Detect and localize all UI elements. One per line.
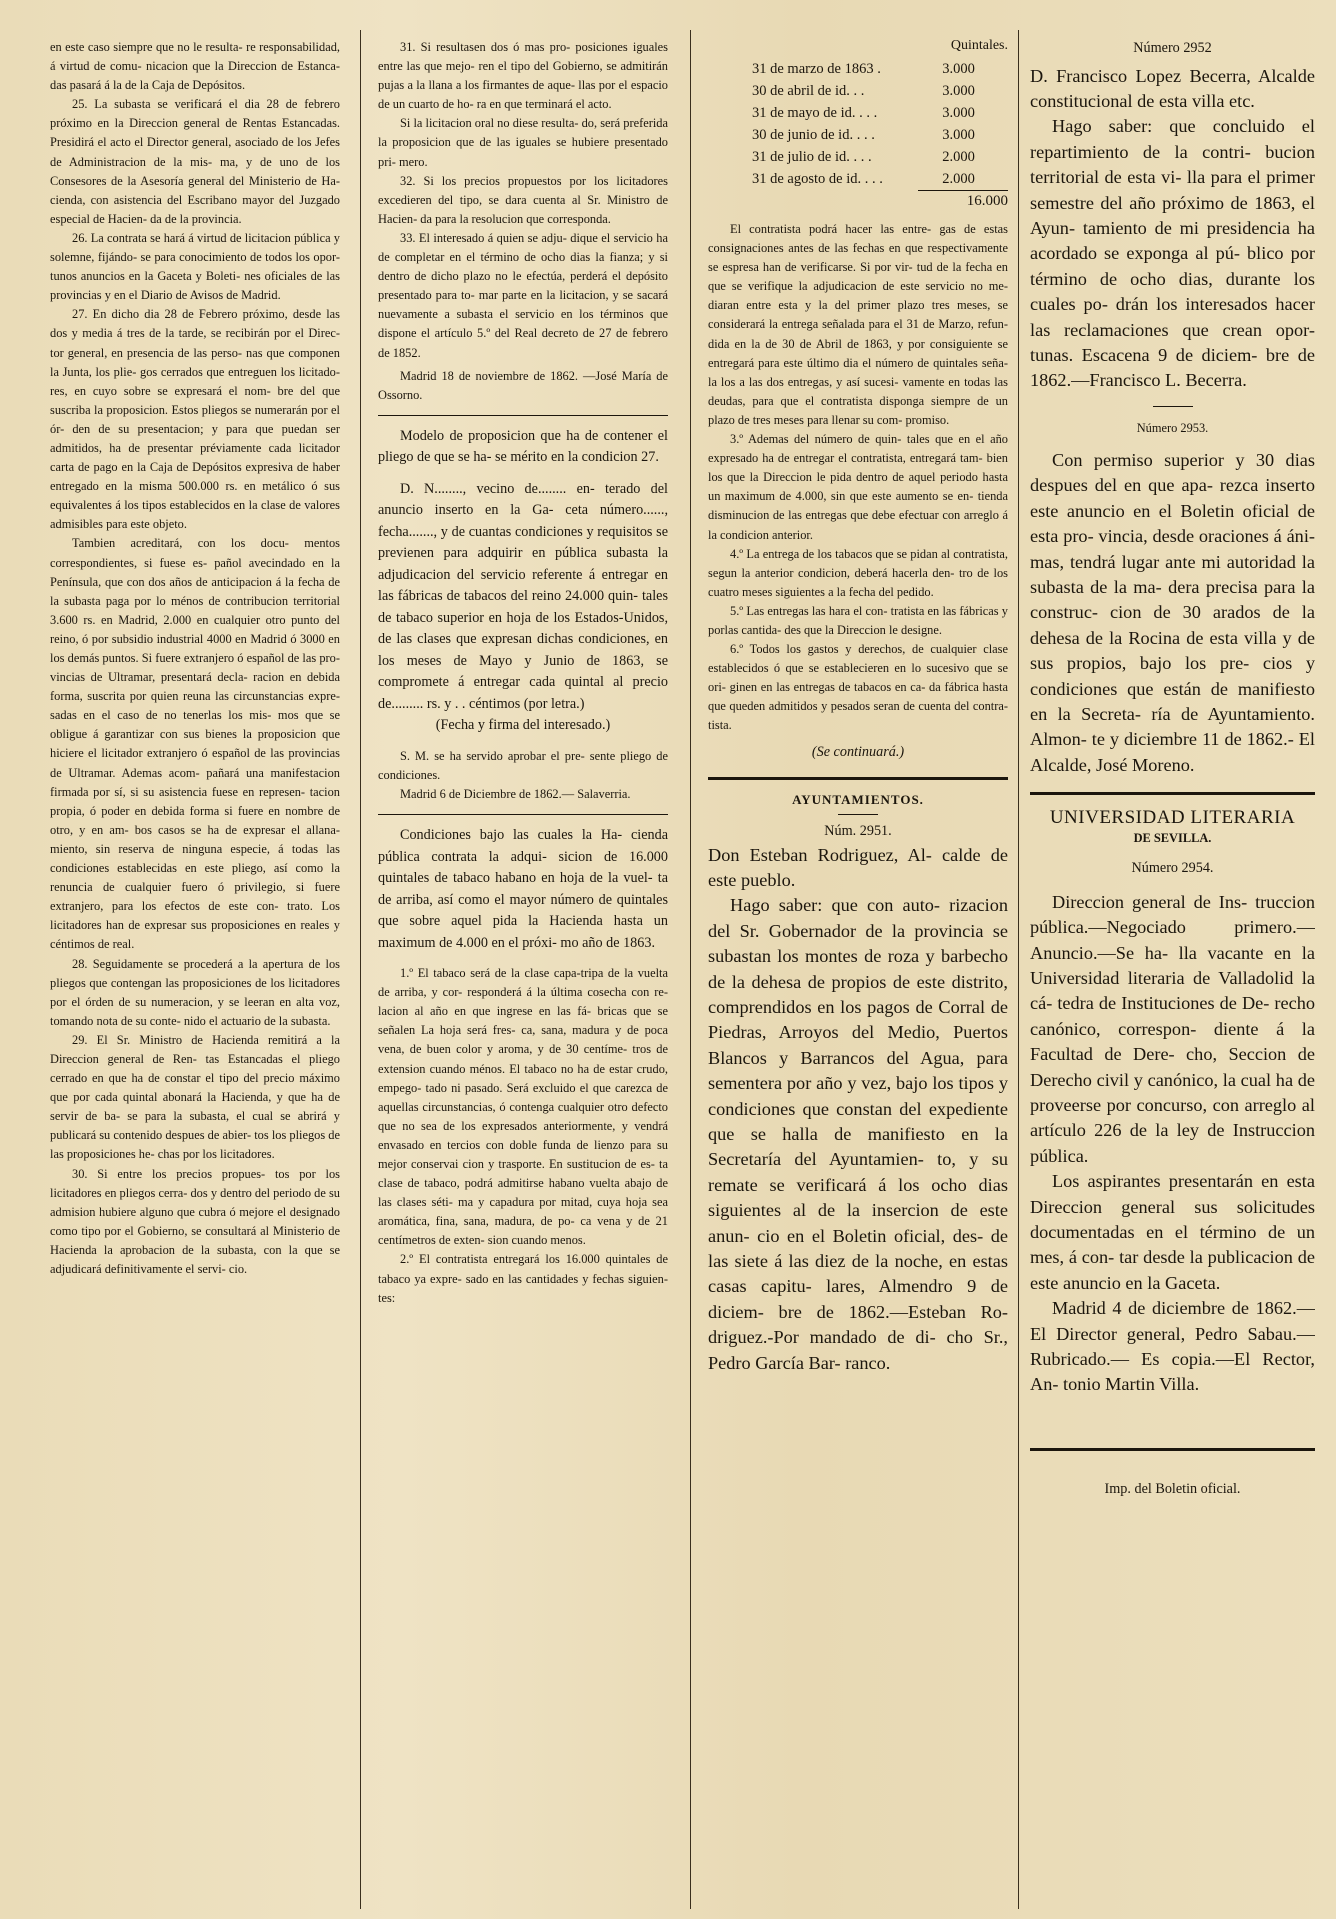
article-30: 30. Si entre los precios propues- tos por los licitadores en pliegos cerra- dos y dentro del periodo de su admision hubiere alguno que cubra ó mejore el designado como tipo por el Gobierno, se consultará al Ministerio de Hacienda la aprobacion de la subasta, con la que se adjudicará definitivamente el servi- cio. [50,1166,340,1276]
article-26: 26. La contrata se hará á virtud de licitacion pública y solemne, fijándo- se para conocimiento de todos los opor- tunos anuncios en la Gaceta y Boleti- nes oficiales de las provincias y en el Diario de Avisos de Madrid. [50,230,340,303]
notice-body: Direccion general de Ins- truccion pública.—Negociado primero.—Anuncio.—Se ha- lla vacante en la Universidad literaria de Valladolid la cá- tedra de Instituciones de De- recho canónico, correspon- diente á la Facultad de Dere- cho, Seccion de Derecho civil y canónico, la cual ha de proveerse por concurso, con arreglo al artículo 226 de la ley de Instruccion pública. [1030,891,1315,1166]
table-row [746,124,981,146]
condition-2: 2.º El contratista entregará los 16.000 quintales de tabaco ya expre- sado en las cantidades y fechas siguien- tes: [378,1252,668,1305]
delivery-date: 31 de julio de id. . . . [752,149,872,165]
notice-number: Número 2954. [1131,860,1214,877]
short-rule [838,814,878,815]
delivery-date: 31 de agosto de id. . . . [752,171,883,187]
notice-number: Número 2952 [1133,40,1212,56]
paragraph: en este caso siempre que no le resulta- re responsabilidad, á virtud de comu- nicacion que la Direccion de Estanca- das pasará á la de la Caja de Depósitos. [50,40,340,93]
table-row [746,102,981,124]
conditions-intro: Condiciones bajo las cuales la Ha- cienda pública contrata la adqui- sicion de 16.000 quintales de tabaco habano en hoja de la vuel- ta de arriba, así como el mayor número de quintales que sobre aquel pida la Hacienda hasta un maximum de 4.000 en el próxi- mo año de 1863. [378,827,668,951]
section-subheading: DE SEVILLA. [1133,831,1212,846]
paragraph: Tambien acreditará, con los docu- mentos correspondientes, si fuese es- pañol avecindado en la Península, que con dos años de anticipacion á la fecha de la subasta paga por lo ménos de contribucion territorial 3.600 rs. en Madrid, 2.000 en cualquier otro punto del reino, ó por subsidio industrial 4000 en Madrid ó 3000 en los demás puntos. Si fuere extranjero ó español de las pro- vincias de Ultramar, presentará decla- racion en debida forma, suscrita por quien reuna las circunstancias expre- sadas en el caso de no tenerlas los mis- mos que se obligue á garantizar con sus bienes la proposicion que hiciere el licitador extranjero ó español de las provincias de Ultramar. Ademas acom- pañará una manifestacion firmada por sí, si su asistencia fuese en represen- tacion propia, ó poder en debida forma si fuere en nombre de otro, y en am- bos casos se ha de expresar el allana- miento, sin reserva de ninguna especie, á todas las condiciones establecidas en este pliego, así como la renuncia de cualquier fuero ó privilegio, si fuere extranjero, para los efectos de este con- trato. Los licitadores han de expresar sus proposiciones en reales y céntimos de real. [50,536,340,952]
delivery-amount: 3.000 [942,105,975,121]
section-rule [708,777,1008,780]
article-28: 28. Seguidamente se procederá a la apertura de los pliegos que contengan las proposiciones de los licitadores por el órden de su numeracion, y se leeran en alta voz, tomando nota de su conte- nido el actuario de la subasta. [50,956,340,1028]
section-heading: AYUNTAMIENTOS. [792,792,924,808]
paragraph: Si la licitacion oral no diese resulta- do, será preferida la proposicion que de las iguales se hubiere presentado pri- mero. [378,116,668,169]
continued-note: (Se continuará.) [811,743,905,760]
quintales-label: Quintales. [950,38,1008,53]
condition-6: 6.º Todos los gastos y derechos, de cualquier clase establecidos ó que se establecieren en lo sucesivo que se ori- ginen en las entregas de tabacos en ca- da fábrica hasta que queden admitidos y pesados seran de cuenta del contra- tista. [708,642,1008,733]
model-title: Modelo de proposicion que ha de contener el pliego de que se ha- se mérito en la condicion 27. [378,427,668,466]
section-rule [1030,1448,1315,1451]
delivery-amount: 3.000 [942,127,975,143]
section-rule [1030,792,1315,795]
condition-3: 3.º Ademas del número de quin- tales que en el año expresado ha de entregar el contratista, entregará tam- bien los que la Direccion le pida dentro de aquel periodo hasta un maximum de 4.000, sin que este aumento se en- tienda disminucion de las entregas que debe efectuar con arreglo á la condicion anterior. [708,432,1008,542]
delivery-amount: 3.000 [942,83,975,99]
notice-heading: D. Francisco Lopez Becerra, Alcalde constitucional de esta villa etc. [1030,65,1315,111]
condition-4: 4.º La entrega de los tabacos que se pidan al contratista, segun la anterior condicion, deberá hacerla den- tro de los cuatro meses siguientes a la fecha del pedido. [708,546,1008,599]
section-heading: UNIVERSIDAD LITERARIA [1049,807,1296,829]
approval-signature: Madrid 6 de Diciembre de 1862.— Salaverria. [400,786,631,801]
notice-body: Con permiso superior y 30 dias despues del en que apa- rezca inserto este anuncio en el Boletin oficial de esta pro- vincia, desde oraciones á áni- mas, tendrá lugar ante mi autoridad la subasta de la ma- dera precisa para la construc- cion de 30 arados de la dehesa de la Rocina de esta villa y de sus propios, bajo los pre- cios y condiciones que están de manifiesto en la Secreta- ría de Ayuntamiento. Almon- te y diciembre 11 de 1862.- El Alcalde, José Moreno. [1030,449,1315,775]
delivery-date: 31 de marzo de 1863 . [752,61,881,77]
column-1 [50,38,340,1907]
notice-body: Hago saber: que con auto- rizacion del Sr. Gobernador de la provincia se subastan los montes de roza y barbecho de la dehesa de propios de este distrito, comprendidos en los pagos de Corral de Piedras, Arroyos del Medio, Puertos Blancos y Barrancos del Agua, para sementera por año y vez, bajo los tipos y condiciones que constan del expediente que se halla de manifiesto en la Secretaría del Ayuntamien- to, y su remate se verificará á los ocho dias siguientes al de la insercion de este anun- cio en el Boletin oficial, des- de las siete á las diez de la noche, en estas casas capitu- lares, Almendro 9 de diciem- bre de 1862.—Esteban Ro- driguez.-Por mandado de di- cho Sr., Pedro García Bar- ranco. [708,895,1008,1373]
model-signature: (Fecha y firma del interesado.) [435,717,611,734]
notice-signature: Madrid 4 de diciembre de 1862.—El Director general, Pedro Sabau.—Rubricado.— Es copia.—El Rector, An- tonio Martin Villa. [1030,1298,1315,1395]
notice-heading: Don Esteban Rodriguez, Al- calde de este pueblo. [708,844,1008,890]
delivery-table [746,58,981,190]
column-2 [378,38,668,1907]
notice-body: Hago saber: que concluido el repartimiento de la contri- bucion territorial de esta vi- lla para el primer semestre del año próximo de 1863, el Ayun- tamiento de mi presidencia ha acordado se exponga al pú- blico por término de ocho dias, durante los cuales po- drán los interesados hacer las reclamaciones que crean opor- tunas. Escacena 9 de diciem- bre de 1862.—Francisco L. Becerra. [1030,116,1315,391]
article-29: 29. El Sr. Ministro de Hacienda remitirá a la Direccion general de Ren- tas Estancadas el pliego cerrado en que ha de constar el tipo del precio máximo que por cada quintal abonará la Hacienda, y que ha de servir de ba- se para la subasta, el cual se abrirá y publicará su contenido despues de abier- tos los pliegos de las proposiciones he- chas por los licitadores. [50,1032,340,1162]
column-3 [708,38,1008,1907]
article-33: 33. El interesado á quien se adju- dique el servicio ha de completar en el término de ocho dias la fianza; y si dentro de dicho plazo no le efectúa, perderá el depósito presentado para to- mar parte en la licitacion, y se sacará nuevamente a subasta el servicio en los términos que dispone el artículo 5.º del Real decreto de 27 de febrero de 1852. [378,230,668,360]
delivery-amount: 2.000 [942,149,975,165]
notice-body: Los aspirantes presentarán en esta Direccion general sus solicitudes documentadas en el término de un mes, á con- tar desde la publicacion de este anuncio en la Gaceta. [1030,1171,1315,1293]
delivery-amount: 3.000 [942,61,975,77]
column-divider [1018,30,1019,1909]
table-row [746,146,981,168]
table-row [746,168,981,190]
article-25: 25. La subasta se verificará el dia 28 de febrero próximo en la Direccion general de Rentas Estancadas. Presidirá el acto el Director general, asociado de los Jefes de Administracion de la mis- ma, y de uno de los Consesores de la Asesoría general del Ministerio de Ha- cienda, con asistencia del Escribano mayor del Juzgado especial de Hacien- da de la provincia. [50,97,340,226]
delivery-date: 30 de junio de id. . . . [752,127,875,143]
model-body: D. N........, vecino de........ en- terado del anuncio inserto en la Ga- ceta número......, fecha......., y de cuantas condiciones y requisitos se previenen para adquirir en pública subasta la adjudicacion del servicio referente á entregar en las fábricas de tabacos del reino 24.000 quin- tales de tabaco superior en hoja de los Estados-Unidos, de las clases que expresan dichas condiciones, en los meses de Mayo y Junio de 1863, se compromete á entregar cada quintal al precio de......... rs. y . . céntimos (por letra.) [378,480,668,712]
delivery-amount: 2.000 [942,171,975,187]
table-row [746,58,981,80]
column-4 [1030,38,1315,1907]
column-divider [690,30,691,1909]
article-31: 31. Si resultasen dos ó mas pro- posiciones iguales entre las que mejo- ren el tipo del Gobierno, se admitirán pujas a la llana a los firmantes de aque- llas por el espacio de un cuarto de ho- ra en que terminará el acto. [378,40,668,112]
divider [378,415,668,416]
delivery-date: 31 de mayo de id. . . . [752,105,878,121]
approval-note: S. M. se ha servido aprobar el pre- sente pliego de condiciones. [378,748,668,782]
notice-number: Núm. 2951. [824,823,892,840]
delivery-date: 30 de abril de id. . . [752,83,865,99]
signature: Madrid 18 de noviembre de 1862. —José María de Ossorno. [378,368,668,402]
notice-number: Número 2953. [1136,420,1209,435]
paragraph: El contratista podrá hacer las entre- gas de estas consignaciones antes de las fechas en que respectivamente se espresa han de verificarse. Si por vir- tud de la fecha en que se verifique la adjudicacion de este servicio no me- diaran entre esta y la del primer plazo tres meses, se considerará la entrega señalada para el 31 de Marzo, refun- dida en la de 30 de Abril de 1863, y por consiguiente se entregará para este último dia el número de quintales seña- la los a las dos entregas, y así sucesi- vamente en todas las deudas, para que el contratista disponga siempre de un plazo de tres meses para llenar su com- promiso. [708,222,1008,427]
short-rule [1153,406,1193,407]
imprint: Imp. del Boletin oficial. [1104,1480,1241,1497]
table-row [746,80,981,102]
article-32: 32. Si los precios propuestos por los licitadores excedieren del tipo, se dara cuenta al Sr. Ministro de Hacien- da para la resolucion que corresponda. [378,173,668,226]
condition-5: 5.º Las entregas las hara el con- tratista en las fábricas y porlas cantida- des que la Direccion le designe. [708,603,1008,637]
article-27: 27. En dicho dia 28 de Febrero próximo, desde las dos y media á tres de la tarde, se recibirán por el Direc- tor general, en presencia de las perso- nas que componen la Junta, los plie- gos cerrados que entreguen los licitado- res, en cuyo sobre se expresará el nom- bre del que suscriba la proposicion. Estos pliegos se numerarán por el ór- den de su presentacion; y para que puedan ser admitidos, ha de presentar préviamente cada licitador carta de pago en la Caja de Depósitos expresiva de haber entregado en la misma 500.000 rs. en metálico ó sus equivalentes á los tipos establecidos en la clase de valores admisibles para este objeto. [50,307,340,532]
column-divider [360,30,361,1909]
condition-1: 1.º El tabaco será de la clase capa-tripa de la vuelta de arriba, y cor- responderá á la última cosecha con re- lacion al año en que ingrese en las fá- bricas que se señalen La hoja será fres- ca, sana, madura y de poca vena, de buen color y aroma, y de 30 centíme- tros de extension cuando ménos. El tabaco no ha de estar crudo, empego- tado ni pasado. Será excluido el que carezca de aquellas circunstancias, ó contenga cualquier otro defecto que no sea de los expresados anteriormente, y vendrá envasado en tercios con doble funda de lienzo para su mejor conservai cion y trasporte. En sustitucion de es- ta clase de tabaco, podrá admitirse habano vuelta abajo de las clases séti- ma y capadura por mitad, cuya hoja sea aromática, fina, sana, madura, de po- ca vena y de 21 centímetros de exten- sion cuando menos. [378,966,668,1248]
divider [378,814,668,815]
delivery-total: 16.000 [918,190,1008,210]
